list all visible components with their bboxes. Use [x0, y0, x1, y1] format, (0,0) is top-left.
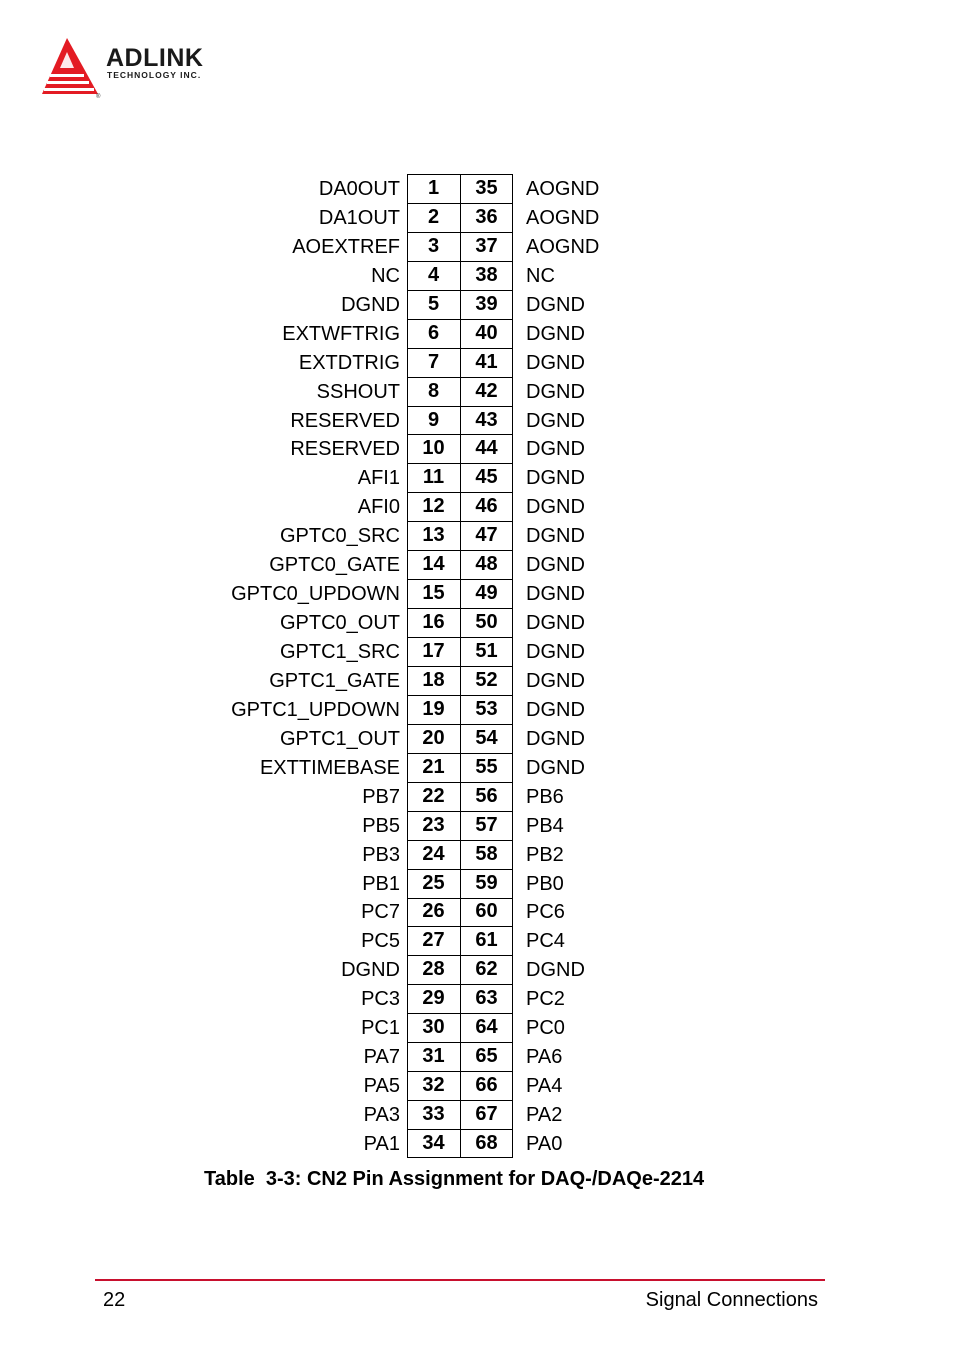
pin-number-left: 34: [422, 1131, 445, 1154]
signal-name-right: DGND: [526, 525, 585, 548]
pin-row: [0, 348, 954, 377]
pin-number-right: 41: [475, 350, 498, 373]
pin-row: [0, 492, 954, 521]
pin-row: [0, 840, 954, 869]
signal-name-right: PB2: [526, 843, 564, 866]
pin-row: [0, 579, 954, 608]
pin-row: [0, 434, 954, 463]
pin-number-right: 66: [475, 1074, 498, 1097]
pin-row: [0, 203, 954, 232]
pin-row: [0, 637, 954, 666]
pin-number-right: 44: [475, 437, 498, 460]
row-divider: [407, 406, 513, 407]
pin-number-right: 48: [475, 553, 498, 576]
signal-name-right: DGND: [526, 496, 585, 519]
signal-name-right: DGND: [526, 554, 585, 577]
pin-number-left: 20: [422, 726, 445, 749]
signal-name-right: DGND: [526, 959, 585, 982]
pin-row: [0, 463, 954, 492]
signal-name-left: SSHOUT: [316, 380, 400, 403]
row-divider: [407, 232, 513, 233]
signal-name-right: DGND: [526, 438, 585, 461]
signal-name-left: RESERVED: [290, 438, 400, 461]
row-divider: [407, 724, 513, 725]
signal-name-right: DGND: [526, 756, 585, 779]
signal-name-right: NC: [526, 264, 555, 287]
pin-number-right: 49: [475, 582, 498, 605]
pin-number-left: 16: [422, 611, 445, 634]
logo-subtext: TECHNOLOGY INC.: [107, 70, 202, 80]
pin-number-left: 18: [422, 668, 445, 691]
signal-name-left: GPTC1_SRC: [279, 641, 400, 663]
pin-number-left: 31: [422, 1045, 445, 1068]
row-divider: [407, 434, 513, 435]
signal-name-right: DGND: [526, 351, 585, 374]
pin-number-left: 13: [422, 524, 445, 547]
signal-name-left: GPTC1_GATE: [269, 669, 400, 692]
row-divider: [407, 926, 513, 927]
row-divider: [407, 1013, 513, 1014]
pin-number-left: 12: [422, 495, 445, 518]
page-number: 22: [103, 1289, 126, 1311]
pin-number-left: 30: [422, 1016, 445, 1039]
signal-name-right: AOGND: [526, 206, 600, 229]
signal-name-left: AFI0: [357, 496, 400, 519]
signal-name-right: DGND: [526, 322, 585, 345]
signal-name-right: DGND: [526, 641, 585, 663]
signal-name-left: PB3: [362, 843, 400, 866]
signal-name-left: EXTDTRIG: [298, 351, 400, 374]
pin-row: [0, 811, 954, 840]
row-divider: [407, 811, 513, 812]
pin-number-right: 60: [475, 900, 498, 923]
pin-number-right: 58: [475, 842, 498, 865]
signal-name-left: EXTWFTRIG: [282, 322, 400, 345]
pin-row: [0, 290, 954, 319]
signal-name-left: RESERVED: [290, 409, 400, 432]
signal-name-right: PA0: [526, 1132, 563, 1155]
pin-number-right: 37: [475, 234, 498, 257]
row-divider: [407, 840, 513, 841]
row-divider: [407, 1042, 513, 1043]
pin-number-left: 15: [422, 582, 445, 605]
pin-number-right: 35: [475, 177, 498, 199]
row-divider: [407, 666, 513, 667]
pin-number-right: 67: [475, 1103, 498, 1125]
signal-name-right: PB6: [526, 785, 564, 808]
signal-name-right: DGND: [526, 669, 585, 692]
pin-number-right: 50: [475, 611, 498, 634]
pin-number-left: 10: [422, 437, 445, 460]
signal-name-left: GPTC1_OUT: [279, 727, 400, 750]
pin-number-right: 64: [475, 1016, 498, 1039]
signal-name-right: DGND: [526, 409, 585, 432]
pin-number-right: 59: [475, 871, 498, 894]
signal-name-right: AOGND: [526, 178, 600, 200]
company-logo: [40, 36, 240, 100]
pin-row: [0, 1013, 954, 1042]
signal-name-left: DA1OUT: [318, 206, 400, 229]
pin-number-left: 9: [427, 408, 440, 431]
signal-name-right: DGND: [526, 467, 585, 490]
signal-name-left: EXTTIMEBASE: [259, 756, 400, 779]
pin-row: [0, 1100, 954, 1129]
row-divider: [407, 290, 513, 291]
signal-name-left: AFI1: [357, 467, 400, 490]
pin-number-left: 1: [427, 177, 440, 199]
pin-row: [0, 261, 954, 290]
pin-number-right: 54: [475, 726, 498, 749]
signal-name-left: NC: [371, 264, 400, 287]
row-divider: [407, 377, 513, 378]
signal-name-left: GPTC0_UPDOWN: [231, 583, 400, 606]
pin-row: [0, 782, 954, 811]
pin-row: [0, 232, 954, 261]
signal-name-left: GPTC0_GATE: [269, 554, 400, 577]
pin-number-left: 6: [427, 321, 440, 344]
row-divider: [407, 869, 513, 870]
signal-name-left: PA7: [363, 1046, 400, 1069]
pin-number-left: 4: [427, 263, 440, 286]
pin-number-right: 43: [475, 408, 498, 431]
pin-number-right: 51: [475, 640, 498, 662]
signal-name-left: PC3: [361, 988, 400, 1011]
pin-number-left: 28: [422, 958, 445, 981]
pin-row: [0, 897, 954, 926]
pin-number-right: 47: [475, 524, 498, 547]
footer-rule: [95, 1279, 825, 1281]
row-divider: [407, 203, 513, 204]
row-divider: [407, 984, 513, 985]
signal-name-right: PC4: [526, 930, 565, 953]
pin-number-left: 8: [427, 379, 440, 402]
pin-number-left: 5: [427, 292, 440, 315]
signal-name-left: PA1: [363, 1132, 400, 1155]
logo-wordmark: ADLINK: [106, 44, 204, 72]
pin-row: [0, 377, 954, 406]
pin-row: [0, 174, 954, 203]
row-divider: [407, 955, 513, 956]
row-divider: [407, 261, 513, 262]
pin-number-right: 57: [475, 813, 498, 836]
pin-number-right: 68: [475, 1131, 498, 1154]
signal-name-right: PA2: [526, 1104, 563, 1126]
signal-name-right: AOGND: [526, 235, 600, 258]
signal-name-right: PB4: [526, 814, 564, 837]
logo-triangle-icon: [40, 36, 104, 100]
signal-name-right: DGND: [526, 293, 585, 316]
pin-number-right: 63: [475, 987, 498, 1010]
signal-name-left: GPTC1_UPDOWN: [231, 698, 400, 721]
signal-name-right: PA6: [526, 1046, 563, 1069]
row-divider: [407, 579, 513, 580]
pin-number-left: 26: [422, 900, 445, 923]
pin-row: [0, 724, 954, 753]
pin-number-left: 14: [422, 553, 445, 576]
pin-number-right: 56: [475, 784, 498, 807]
pin-number-right: 40: [475, 321, 498, 344]
pin-number-left: 2: [427, 205, 440, 228]
section-title: Signal Connections: [645, 1289, 818, 1311]
row-divider: [407, 550, 513, 551]
signal-name-left: PC1: [361, 1017, 400, 1040]
signal-name-left: DA0OUT: [318, 178, 400, 200]
row-divider: [407, 695, 513, 696]
pin-number-right: 36: [475, 205, 498, 228]
pin-row: [0, 608, 954, 637]
pin-number-left: 23: [422, 813, 445, 836]
pin-number-right: 38: [475, 263, 498, 286]
pin-number-left: 17: [422, 640, 445, 662]
pin-row: [0, 955, 954, 984]
pin-number-left: 27: [422, 929, 445, 952]
row-divider: [407, 319, 513, 320]
pin-number-right: 52: [475, 668, 498, 691]
signal-name-right: DGND: [526, 727, 585, 750]
row-divider: [407, 608, 513, 609]
pin-number-right: 53: [475, 697, 498, 720]
pin-row: [0, 666, 954, 695]
pin-number-left: 19: [422, 697, 445, 720]
signal-name-right: PA4: [526, 1075, 563, 1098]
signal-name-right: PC6: [526, 901, 565, 924]
pin-row: [0, 984, 954, 1013]
pin-number-left: 7: [427, 350, 440, 373]
signal-name-right: DGND: [526, 380, 585, 403]
row-divider: [407, 898, 513, 899]
pin-number-left: 25: [422, 871, 445, 894]
pin-number-right: 61: [475, 929, 498, 952]
pin-number-right: 39: [475, 292, 498, 315]
pin-row: [0, 319, 954, 348]
signal-name-left: PB5: [362, 814, 400, 837]
signal-name-left: DGND: [341, 293, 400, 316]
signal-name-right: DGND: [526, 612, 585, 635]
signal-name-right: DGND: [526, 583, 585, 606]
pin-row: [0, 926, 954, 955]
pin-number-left: 21: [422, 755, 445, 778]
pin-row: [0, 406, 954, 435]
row-divider: [407, 348, 513, 349]
row-divider: [407, 637, 513, 638]
pin-number-left: 32: [422, 1074, 445, 1097]
pin-number-left: 3: [427, 234, 440, 257]
row-divider: [407, 753, 513, 754]
signal-name-left: PB1: [362, 872, 400, 895]
pin-row: [0, 753, 954, 782]
signal-name-left: PB7: [362, 785, 400, 808]
svg-text:®: ®: [96, 94, 101, 100]
row-divider: [407, 492, 513, 493]
pin-number-left: 33: [422, 1103, 445, 1125]
pin-number-left: 11: [422, 466, 445, 489]
pin-number-left: 22: [422, 784, 445, 807]
pin-row: [0, 1129, 954, 1158]
row-divider: [407, 1100, 513, 1101]
signal-name-left: PA5: [363, 1075, 400, 1098]
signal-name-left: DGND: [341, 959, 400, 982]
row-divider: [407, 1071, 513, 1072]
pin-number-right: 45: [475, 466, 498, 489]
signal-name-right: DGND: [526, 698, 585, 721]
pin-row: [0, 869, 954, 898]
table-caption: Table 3-3: CN2 Pin Assignment for DAQ-/DAQe-2214: [204, 1168, 705, 1190]
pin-number-right: 62: [475, 958, 498, 981]
pin-number-left: 29: [422, 987, 445, 1010]
pin-number-right: 42: [475, 379, 498, 402]
pin-row: [0, 521, 954, 550]
pin-row: [0, 1071, 954, 1100]
row-divider: [407, 782, 513, 783]
row-divider: [407, 521, 513, 522]
pin-number-right: 55: [475, 755, 498, 778]
pin-row: [0, 550, 954, 579]
signal-name-left: PC7: [361, 901, 400, 924]
signal-name-right: PB0: [526, 872, 564, 895]
signal-name-left: GPTC0_SRC: [279, 525, 400, 548]
row-divider: [407, 1129, 513, 1130]
pin-number-left: 24: [422, 842, 445, 865]
row-divider: [407, 463, 513, 464]
signal-name-left: GPTC0_OUT: [279, 612, 400, 635]
signal-name-left: PA3: [363, 1104, 400, 1126]
pin-number-right: 46: [475, 495, 498, 518]
signal-name-left: AOEXTREF: [292, 235, 400, 258]
signal-name-right: PC0: [526, 1017, 565, 1040]
pin-row: [0, 1042, 954, 1071]
pin-number-right: 65: [475, 1045, 498, 1068]
signal-name-left: PC5: [361, 930, 400, 953]
signal-name-right: PC2: [526, 988, 565, 1011]
pin-row: [0, 695, 954, 724]
